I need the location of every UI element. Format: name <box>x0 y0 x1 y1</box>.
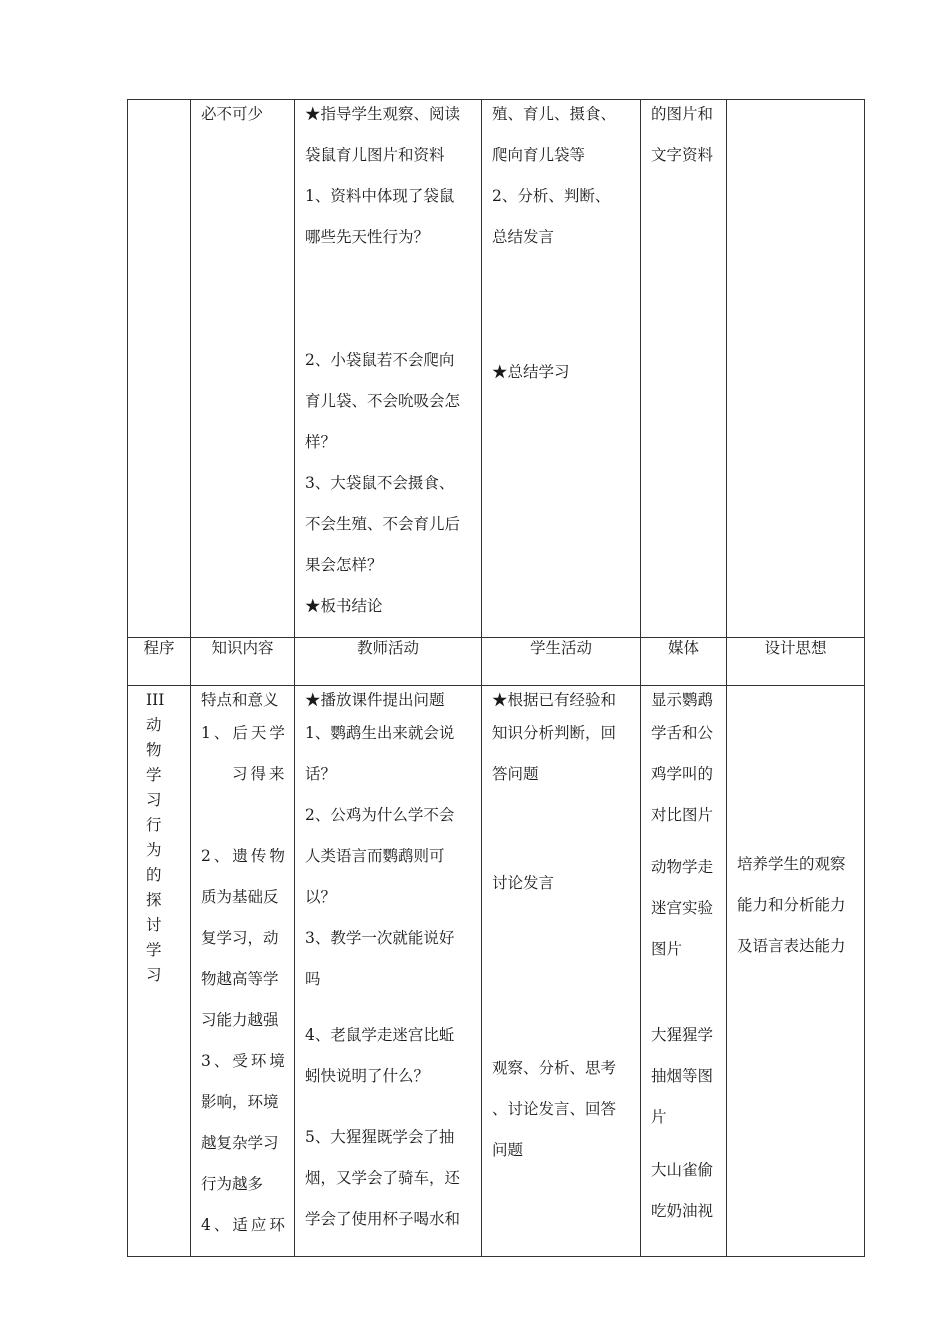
design-cell <box>727 100 865 638</box>
student-line: ★总结学习 <box>492 363 570 381</box>
knowledge-line: 行为越多 <box>201 1175 264 1193</box>
teacher-activity-cell <box>295 100 482 638</box>
header-media: 媒体 <box>641 638 727 686</box>
teacher-line: 蚓快说明了什么？ <box>305 1067 430 1085</box>
teacher-line: 哪些先天性行为？ <box>305 228 430 246</box>
teacher-line: 学会了使用杯子喝水和 <box>305 1210 461 1228</box>
media-cell <box>641 100 727 638</box>
knowledge-line: 2、遗传物 <box>201 847 288 865</box>
teacher-line: 以？ <box>305 888 337 906</box>
media-cell <box>641 686 727 1257</box>
teacher-line: 吗 <box>305 970 321 988</box>
media-line: 图片 <box>651 940 683 958</box>
header-student: 学生活动 <box>482 638 641 686</box>
lesson-plan-table <box>127 99 865 1257</box>
knowledge-line: 必不可少 <box>201 105 264 123</box>
section-row <box>128 686 865 1257</box>
student-line: 、讨论发言、回答 <box>492 1100 617 1118</box>
student-line: 答问题 <box>492 765 539 783</box>
student-line: 爬向育儿袋等 <box>492 146 586 164</box>
teacher-line: 3、教学一次就能说好 <box>305 929 455 947</box>
teacher-line: 5、大猩猩既学会了抽 <box>305 1128 455 1146</box>
knowledge-cell <box>191 100 295 638</box>
continuation-row <box>128 100 865 638</box>
teacher-line: 育儿袋、不会吮吸会怎 <box>305 392 461 410</box>
procedure-char: 探 <box>146 891 162 909</box>
media-line: 迷宫实验 <box>651 899 714 917</box>
teacher-line: ★板书结论 <box>305 597 383 615</box>
knowledge-line: 3、受环境 <box>201 1052 288 1070</box>
media-line: 吃奶油视 <box>651 1202 714 1220</box>
media-line: 对比图片 <box>651 806 714 824</box>
teacher-line: 1、鹦鹉生出来就会说 <box>305 724 455 742</box>
teacher-line: 2、公鸡为什么学不会 <box>305 806 455 824</box>
student-line: 问题 <box>492 1141 524 1159</box>
design-cell <box>727 686 865 1257</box>
procedure-cell <box>128 100 191 638</box>
procedure-cell <box>128 686 191 1257</box>
header-design: 设计思想 <box>727 638 865 686</box>
teacher-line: 4、老鼠学走迷宫比蚯 <box>305 1026 455 1044</box>
procedure-char: 学 <box>146 941 162 959</box>
teacher-line: 1、资料中体现了袋鼠 <box>305 187 455 205</box>
media-line: 大山雀偷 <box>651 1161 714 1179</box>
media-line: 学舌和公 <box>651 724 714 742</box>
student-line: 知识分析判断，回 <box>492 724 617 742</box>
media-line: 显示鹦鹉 <box>651 691 714 709</box>
media-line: 抽烟等图 <box>651 1067 714 1085</box>
header-knowledge: 知识内容 <box>191 638 295 686</box>
procedure-char: 物 <box>146 741 162 759</box>
design-line: 能力和分析能力 <box>737 896 846 914</box>
knowledge-line: 复学习，动 <box>201 929 279 947</box>
teacher-line: ★指导学生观察、阅读 <box>305 105 461 123</box>
media-line: 鸡学叫的 <box>651 765 714 783</box>
student-activity-cell <box>482 686 641 1257</box>
knowledge-line: 习能力越强 <box>201 1011 279 1029</box>
knowledge-line: 4、适应环 <box>201 1216 288 1234</box>
student-line: 2、分析、判断、 <box>492 187 611 205</box>
media-line: 文字资料 <box>651 146 714 164</box>
teacher-line: 人类语言而鹦鹉则可 <box>305 847 445 865</box>
student-line: 讨论发言 <box>492 874 555 892</box>
header-row <box>128 638 865 686</box>
knowledge-line: 习得来 <box>232 765 288 783</box>
student-line: ★根据已有经验和 <box>492 691 617 709</box>
teacher-line: 3、大袋鼠不会摄食、 <box>305 474 455 492</box>
teacher-line: 2、小袋鼠若不会爬向 <box>305 351 455 369</box>
media-line: 片 <box>651 1108 667 1126</box>
teacher-line: 果会怎样？ <box>305 556 383 574</box>
student-line: 总结发言 <box>492 228 555 246</box>
student-line: 观察、分析、思考 <box>492 1059 617 1077</box>
teacher-line: 不会生殖、不会育儿后 <box>305 515 461 533</box>
procedure-char: 习 <box>146 791 162 809</box>
teacher-line: 袋鼠育儿图片和资料 <box>305 146 445 164</box>
header-procedure: 程序 <box>128 638 191 686</box>
media-line: 动物学走 <box>651 858 714 876</box>
procedure-char: 学 <box>146 766 162 784</box>
knowledge-line: 越复杂学习 <box>201 1134 279 1152</box>
teacher-activity-cell <box>295 686 482 1257</box>
procedure-char: 的 <box>146 866 162 884</box>
procedure-char: 习 <box>146 966 162 984</box>
design-line: 培养学生的观察 <box>737 855 846 873</box>
student-line: 殖、育儿、摄食、 <box>492 105 617 123</box>
student-activity-cell <box>482 100 641 638</box>
design-line: 及语言表达能力 <box>737 937 846 955</box>
procedure-char: 讨 <box>146 916 162 934</box>
knowledge-line: 影响，环境 <box>201 1093 279 1111</box>
knowledge-line: 1、后天学 <box>201 724 288 742</box>
teacher-line: 话？ <box>305 765 337 783</box>
teacher-line: 样？ <box>305 433 337 451</box>
procedure-char: 为 <box>146 841 162 859</box>
knowledge-line: 物越高等学 <box>201 970 279 988</box>
teacher-line: 烟，又学会了骑车，还 <box>305 1169 461 1187</box>
procedure-char: III <box>146 691 165 709</box>
procedure-char: 动 <box>146 716 162 734</box>
media-line: 的图片和 <box>651 105 714 123</box>
knowledge-line: 质为基础反 <box>201 888 279 906</box>
teacher-line: ★播放课件提出问题 <box>305 691 445 709</box>
header-teacher: 教师活动 <box>295 638 482 686</box>
media-line: 大猩猩学 <box>651 1026 714 1044</box>
knowledge-line: 特点和意义 <box>201 691 279 709</box>
knowledge-cell <box>191 686 295 1257</box>
procedure-char: 行 <box>146 816 162 834</box>
